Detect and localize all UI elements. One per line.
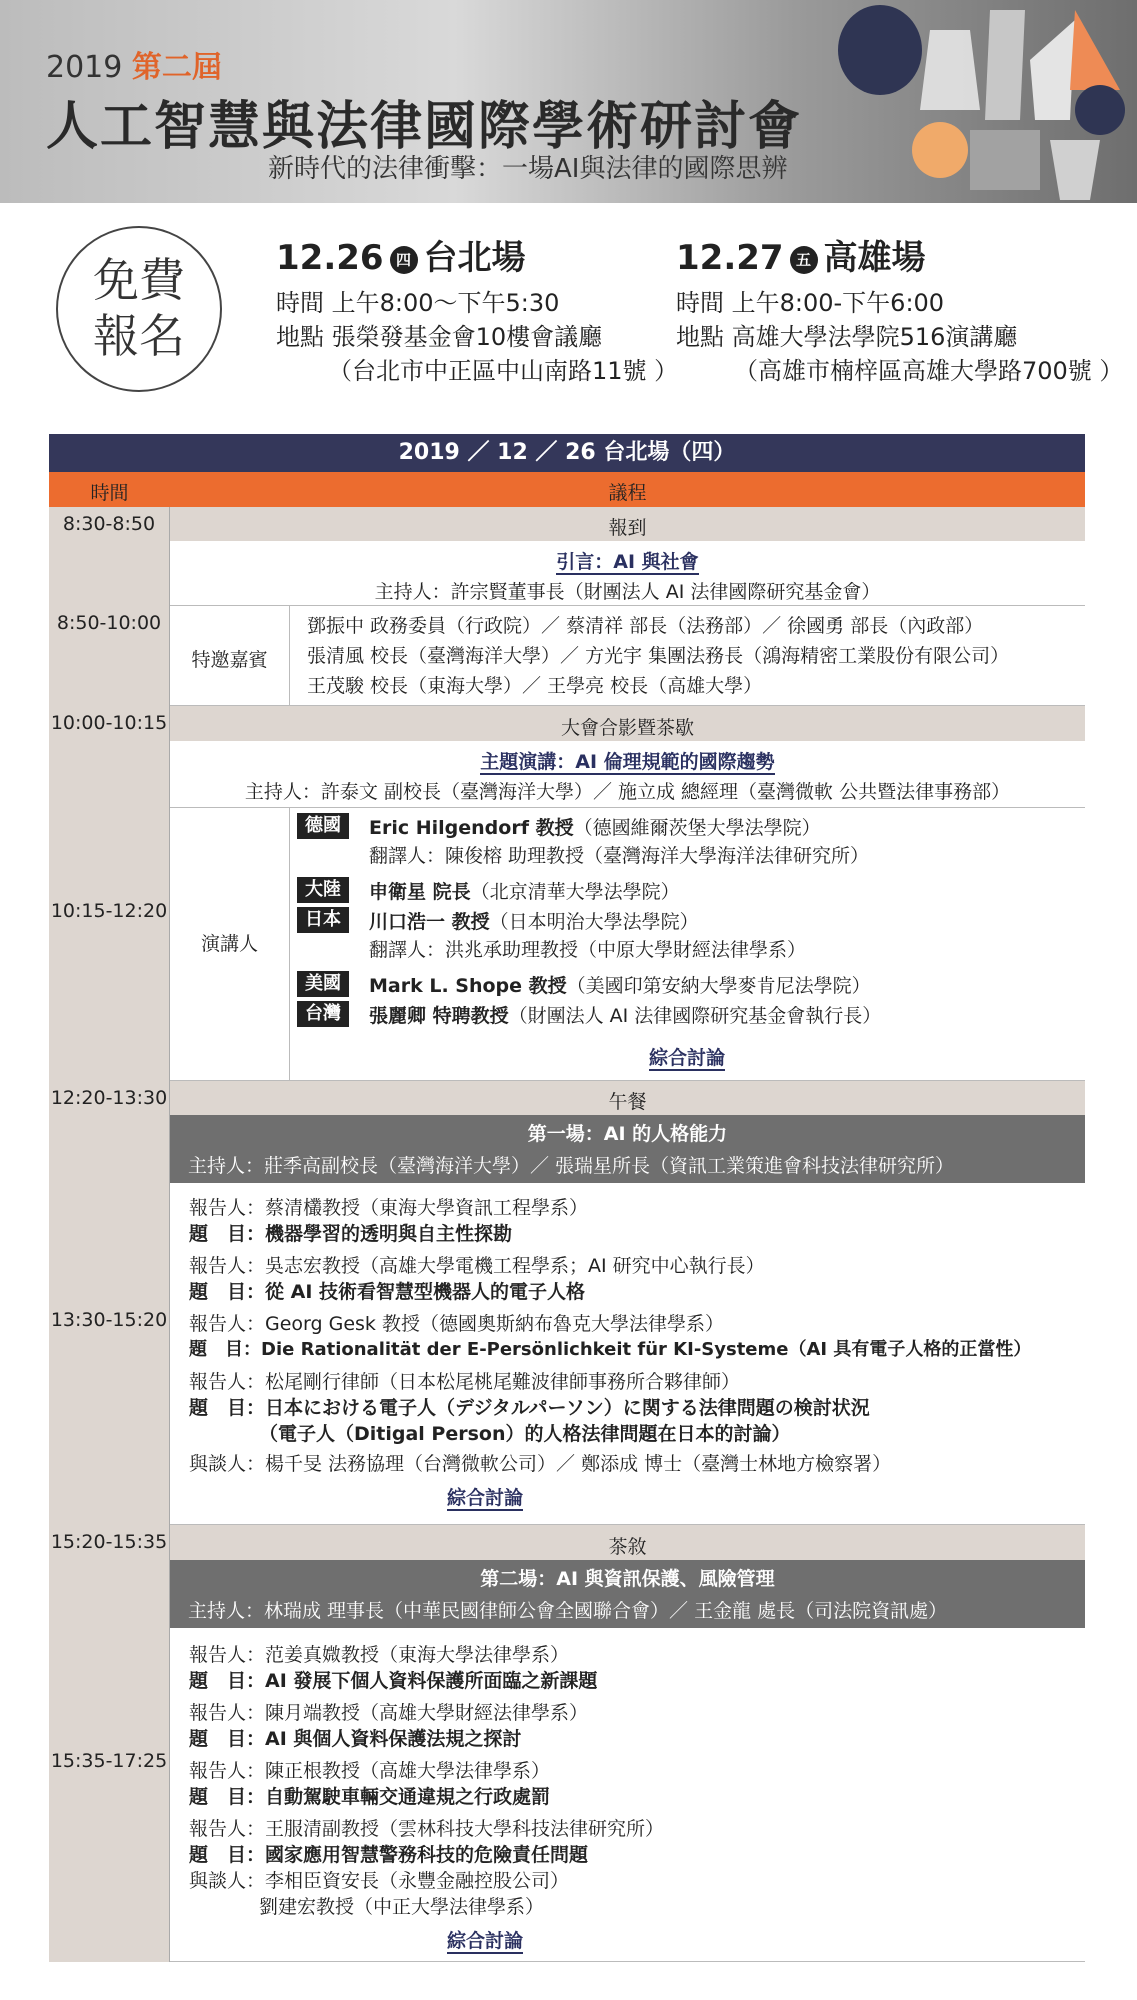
topic: 題 目：自動駕駛車輛交通違規之行政處罰: [189, 1786, 551, 1808]
header-banner: [0, 0, 1137, 203]
session-title: 主題演講：AI 倫理規範的國際趨勢: [480, 751, 775, 773]
session-title: 第二場：AI 與資訊保護、風險管理: [480, 1568, 775, 1590]
translator: 翻譯人：陳俊榕 助理教授（臺灣海洋大學海洋法律研究所）: [369, 845, 870, 867]
speaker-affiliation: （日本明治大學法學院）: [489, 911, 699, 933]
time-cell: 8:30-8:50: [49, 507, 170, 541]
table-row: [49, 541, 1085, 706]
speaker-affiliation: （北京清華大學法學院）: [470, 881, 680, 903]
weekday-badge: 五: [790, 246, 818, 274]
reporter: 報告人：蔡清欉教授（東海大學資訊工程學系）: [189, 1197, 589, 1219]
topic: 題 目：日本における電子人（デジタルパーソン）に関する法律問題の検討状況: [189, 1397, 870, 1419]
discussant: 與談人：楊千旻 法務協理（台灣微軟公司）／ 鄭添成 博士（臺灣士林地方檢察署）: [189, 1453, 892, 1475]
edition-line: 2019 第二屆: [46, 50, 222, 85]
agenda-cell: 茶敘: [608, 1536, 647, 1558]
reporter: 報告人：吳志宏教授（高雄大學電機工程學系；AI 研究中心執行長）: [189, 1255, 765, 1277]
free-line1: 免費: [93, 253, 185, 307]
taipei-date: 12.26: [276, 238, 384, 278]
taipei-time: 時間 上午8:00～下午5:30: [276, 289, 560, 317]
topic: 題 目：AI 發展下個人資料保護所面臨之新課題: [189, 1670, 598, 1692]
kaohsiung-address: （高雄市楠梓區高雄大學路700號 ）: [734, 357, 1124, 385]
agenda-cell: 午餐: [608, 1091, 647, 1113]
session-header: [170, 1560, 1085, 1628]
kaohsiung-city: 高雄場: [823, 238, 926, 278]
kaohsiung-place: 地點 高雄大學法學院516演講廳: [676, 323, 1018, 351]
taipei-place: 地點 張榮發基金會10樓會議廳: [276, 323, 603, 351]
session-host: 主持人：許宗賢董事長（財團法人 AI 法律國際研究基金會）: [374, 581, 881, 603]
topic: 題 目：Die Rationalität der E-Persönlichkeit für KI-Systeme（AI 具有電子人格的正當性）: [189, 1339, 1032, 1360]
taipei-address: （台北市中正區中山南路11號 ）: [328, 357, 679, 385]
general-discussion: 綜合討論: [648, 1047, 725, 1069]
table-row: [49, 1560, 1085, 1962]
table-row: [49, 1115, 1085, 1525]
session-title: 引言：AI 與社會: [556, 551, 699, 573]
discussant: 與談人：李相臣資安長（永豐金融控股公司）: [189, 1870, 570, 1892]
speaker-name: Eric Hilgendorf 教授: [369, 817, 574, 839]
country-tag: 大陸: [297, 877, 349, 903]
reporter: 報告人：王服清副教授（雲林科技大學科技法律研究所）: [189, 1818, 665, 1840]
reporter: 報告人：Georg Gesk 教授（德國奧斯納布魯克大學法律學系）: [189, 1313, 724, 1335]
table-header-row: [49, 472, 1085, 507]
reporter: 報告人：陳月端教授（高雄大學財經法律學系）: [189, 1702, 589, 1724]
topic: 題 目：機器學習的透明與自主性探勘: [189, 1223, 513, 1245]
kaohsiung-date: 12.27: [676, 238, 784, 278]
time-cell: 15:20-15:35: [49, 1525, 170, 1560]
time-cell: 13:30-15:20: [49, 1115, 170, 1525]
speaker-affiliation: （德國維爾茨堡大學法學院）: [573, 817, 821, 839]
table-title: 2019 ／ 12 ／ 26 台北場（四）: [49, 434, 1085, 472]
kaohsiung-venue: [676, 234, 1123, 388]
taipei-venue: [276, 234, 678, 388]
guest-line: 張清風 校長（臺灣海洋大學）／ 方光宇 集團法務長（鴻海精密工業股份有限公司）: [307, 645, 1010, 667]
general-discussion: 綜合討論: [446, 1487, 523, 1509]
session-title: 第一場：AI 的人格能力: [527, 1123, 728, 1145]
agenda-cell: 大會合影暨茶歇: [560, 717, 694, 739]
speaker-name: 申衛星 院長: [369, 881, 471, 903]
discussant: 劉建宏教授（中正大學法律學系）: [259, 1896, 545, 1918]
speaker-label: 演講人: [200, 933, 258, 955]
time-cell: 8:50-10:00: [49, 541, 170, 706]
country-tag: 台灣: [297, 1001, 349, 1027]
speaker-name: Mark L. Shope 教授: [369, 975, 567, 997]
country-tag: 日本: [297, 907, 349, 933]
topic-translation: （電子人（Ditigal Person）的人格法律問題在日本的討論）: [259, 1423, 791, 1445]
reporter: 報告人：松尾剛行律師（日本松尾桃尾難波律師事務所合夥律師）: [189, 1371, 741, 1393]
time-cell: 10:00-10:15: [49, 706, 170, 741]
session-host: 主持人：林瑞成 理事長（中華民國律師公會全國聯合會）／ 王金龍 處長（司法院資訊處）: [188, 1600, 948, 1622]
agenda-cell: 報到: [608, 517, 647, 539]
table-row: [49, 741, 1085, 1081]
reporter: 報告人：范姜真媺教授（東海大學法律學系）: [189, 1644, 570, 1666]
guest-line: 王茂駿 校長（東海大學）／ 王學亮 校長（高雄大學）: [307, 675, 763, 697]
reporter: 報告人：陳正根教授（高雄大學法律學系）: [189, 1760, 551, 1782]
taipei-city: 台北場: [423, 238, 526, 278]
weekday-badge: 四: [390, 246, 418, 274]
country-tag: 德國: [297, 813, 349, 839]
guest-line: 鄧振中 政務委員（行政院）／ 蔡清祥 部長（法務部）／ 徐國勇 部長（內政部）: [307, 615, 984, 637]
session-host: 主持人：莊季高副校長（臺灣海洋大學）／ 張瑞星所長（資訊工業策進會科技法律研究所）: [188, 1155, 955, 1177]
session-header: [170, 1115, 1085, 1183]
time-cell: 10:15-12:20: [49, 741, 170, 1081]
table-row: [49, 706, 1085, 741]
speaker-affiliation: （財團法人 AI 法律國際研究基金會執行長）: [508, 1005, 882, 1027]
free-registration-badge[interactable]: [56, 226, 222, 392]
col-time-header: 時間: [90, 482, 129, 504]
table-row: [49, 1525, 1085, 1560]
general-discussion: 綜合討論: [446, 1930, 523, 1952]
decorative-logo-graphic: [820, 0, 1137, 203]
time-cell: 15:35-17:25: [49, 1560, 170, 1962]
country-tag: 美國: [297, 971, 349, 997]
translator: 翻譯人：洪兆承助理教授（中原大學財經法律學系）: [369, 939, 807, 961]
time-cell: 12:20-13:30: [49, 1081, 170, 1115]
table-row: [49, 1081, 1085, 1115]
session-host: 主持人：許泰文 副校長（臺灣海洋大學）／ 施立成 總經理（臺灣微軟 公共暨法律事務部）: [244, 781, 1011, 803]
speaker-name: 川口浩一 教授: [369, 911, 490, 933]
event-subtitle: 新時代的法律衝擊：一場AI與法律的國際思辨: [268, 154, 788, 184]
topic: 題 目：國家應用智慧警務科技的危險責任問題: [189, 1844, 589, 1866]
event-title: 人工智慧與法律國際學術研討會: [46, 97, 803, 157]
speaker-affiliation: （美國印第安納大學麥肯尼法學院）: [566, 975, 871, 997]
table-row: [49, 507, 1085, 541]
kaohsiung-time: 時間 上午8:00-下午6:00: [676, 289, 945, 317]
speaker-name: 張麗卿 特聘教授: [369, 1005, 509, 1027]
col-agenda-header: 議程: [608, 482, 647, 504]
guest-label: 特邀嘉賓: [191, 649, 268, 671]
topic: 題 目：AI 與個人資料保護法規之探討: [189, 1728, 522, 1750]
topic: 題 目：從 AI 技術看智慧型機器人的電子人格: [189, 1281, 586, 1303]
free-line2: 報名: [93, 309, 185, 363]
